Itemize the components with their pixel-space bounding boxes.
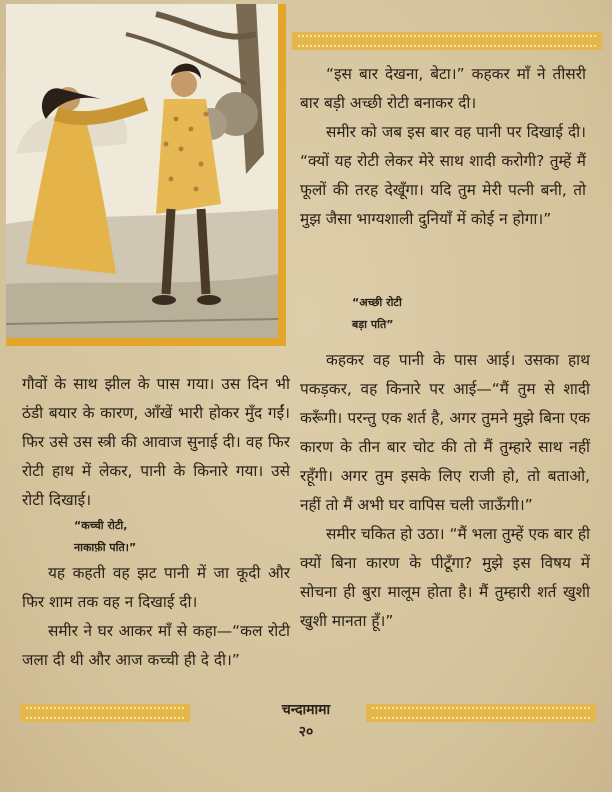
verse-line: “अच्छी रोटी [352, 296, 402, 309]
magazine-title: चन्दामामा [281, 702, 331, 718]
story-illustration [6, 4, 286, 346]
page-number: २० [298, 724, 314, 740]
verse-line: “कच्ची रोटी, [74, 519, 128, 532]
text-column-right-bottom [300, 346, 590, 636]
text-column-right-top [300, 60, 586, 234]
paragraph: “इस बार देखना, बेटा।” कहकर माँ ने तीसरी बार बड़ी अच्छी रोटी बनाकर दी। [300, 65, 586, 112]
text-column-left [22, 370, 290, 675]
paragraph: समीर ने घर आकर माँ से कहा—“कल रोटी जला दी थी और आज कच्ची ही दे दी।” [22, 622, 290, 669]
verse-right [300, 292, 590, 336]
paragraph: समीर को जब इस बार वह पानी पर दिखाई दी। “क्यों यह रोटी लेकर मेरे साथ शादी करोगी? तुम्हें मैं फूलों की तरह देखूँगा। यदि तुम मेरी पत्नी बनी, तो मुझ जैसा भाग्यशाली दुनियाँ में कोई न होगा।” [300, 123, 586, 228]
verse-line: नाकाफ़ी पति।” [74, 541, 137, 554]
paragraph: गौवों के साथ झील के पास गया। उस दिन भी ठंडी बयार के कारण, आँखें भारी होकर मुँद गईं। फिर उसे उस स्त्री की आवाज सुनाई दी। वह फिर रोटी हाथ में लेकर, पानी के किनारे गया। उसे रोटी दिखाई। [22, 375, 290, 509]
verse-line: बड़ा पति” [352, 318, 394, 331]
paragraph: समीर चकित हो उठा। “मैं भला तुम्हें एक बार ही क्यों बिना कारण के पीटूँगा? मुझे इस विषय में सोचना ही बुरा मालूम होता है। मैं तुम्हारी शर्त खुशी खुशी मानता हूँ।” [300, 525, 590, 630]
decorative-border-top [292, 32, 602, 50]
paragraph: यह कहती वह झट पानी में जा कूदी और फिर शाम तक वह न दिखाई दी। [22, 564, 290, 611]
paragraph: कहकर वह पानी के पास आई। उसका हाथ पकड़कर, वह किनारे पर आई—“मैं तुम से शादी करूँगी। परन्तु एक शर्त है, अगर तुमने मुझे बिना एक कारण के तीन बार चोट की तो मैं तुम्हारे साथ नहीं रहूँगी। अगर तुम इसके लिए राजी हो, तो बताओ, नहीं तो मैं अभी घर वापिस चली जाऊँगी।” [300, 351, 590, 514]
